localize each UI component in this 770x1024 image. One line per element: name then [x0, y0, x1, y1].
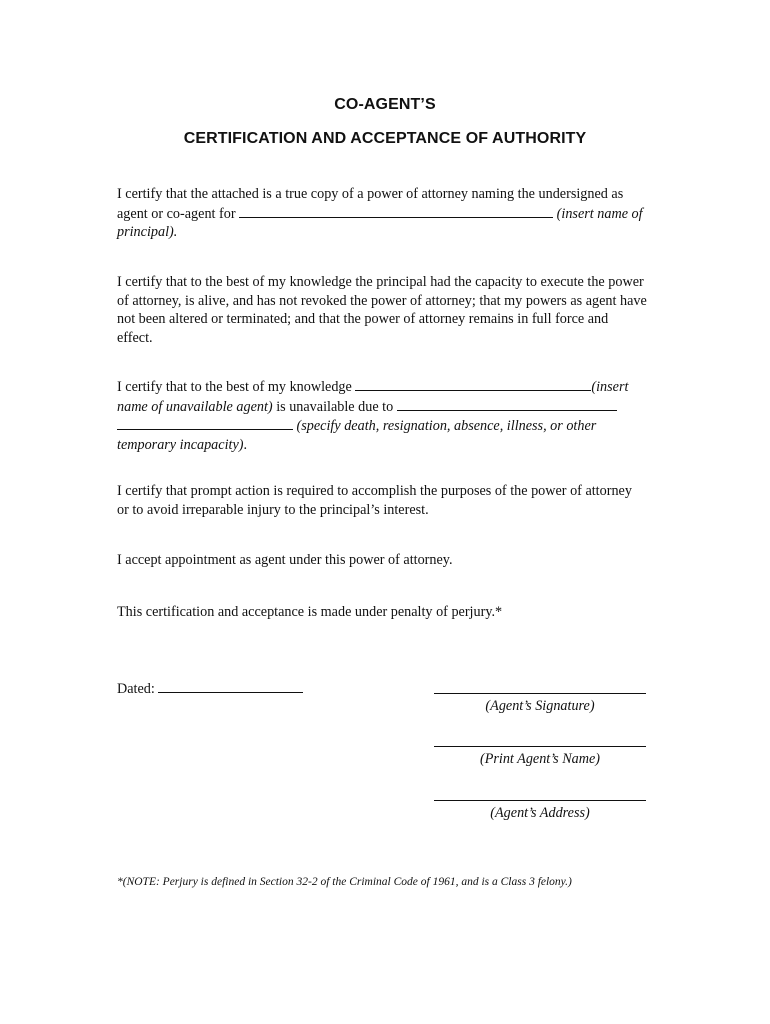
reason-blank-2[interactable]: [117, 416, 293, 430]
agent-signature-caption: (Agent’s Signature): [485, 698, 595, 714]
footnote: *(NOTE: Perjury is defined in Section 32-2 of the Criminal Code of 1961, and is a Class 3 felony.): [117, 876, 572, 888]
paragraph-principal: [117, 185, 647, 242]
paragraph-unavailable-agent: [117, 377, 647, 454]
agent-address-line[interactable]: [434, 800, 646, 801]
dated-label: Dated:: [117, 681, 159, 697]
specify-hint: (specify death, resignation, absence, illness, or other temporary incapacity): [117, 418, 597, 453]
agent-name-caption: (Print Agent’s Name): [479, 751, 601, 767]
unavailable-agent-blank[interactable]: [355, 377, 591, 391]
agent-address-caption: (Agent’s Address): [490, 805, 590, 821]
title-line-1: CO-AGENT’S: [334, 96, 436, 113]
paragraph-text: is unavailable due to: [272, 398, 397, 415]
paragraph-perjury: This certification and acceptance is made under penalty of perjury.*: [117, 604, 503, 620]
reason-blank-1[interactable]: [397, 397, 617, 411]
agent-name-line[interactable]: [434, 746, 646, 747]
paragraph-capacity: I certify that to the best of my knowledge the principal had the capacity to execute the power of attorney, is alive, and has not revoked the power of attorney; that my powers as agent have not been altered or terminated; and that the power of attorney remains in full force and effect.: [117, 274, 647, 346]
date-blank[interactable]: [158, 679, 303, 693]
paragraph-text: I certify that the attached is a true copy of a power of attorney naming the undersigned as agent or co-agent for: [117, 186, 624, 222]
paragraph-accept-appointment: I accept appointment as agent under this power of attorney.: [117, 552, 453, 568]
agent-signature-line[interactable]: [434, 693, 646, 694]
title-line-2: CERTIFICATION AND ACCEPTANCE OF AUTHORITY: [183, 130, 587, 147]
paragraph-prompt-action: I certify that prompt action is required to accomplish the purposes of the power of attorney or to avoid irreparable injury to the principal’s interest.: [117, 483, 632, 518]
insert-hint: (insert name of principal).: [117, 205, 643, 240]
insert-hint: (insert name of unavailable agent): [117, 379, 629, 415]
dated-field: [117, 679, 303, 698]
paragraph-text: I certify that to the best of my knowledge: [117, 379, 356, 395]
paragraph-text: .: [243, 436, 248, 453]
principal-name-blank[interactable]: [239, 204, 553, 218]
